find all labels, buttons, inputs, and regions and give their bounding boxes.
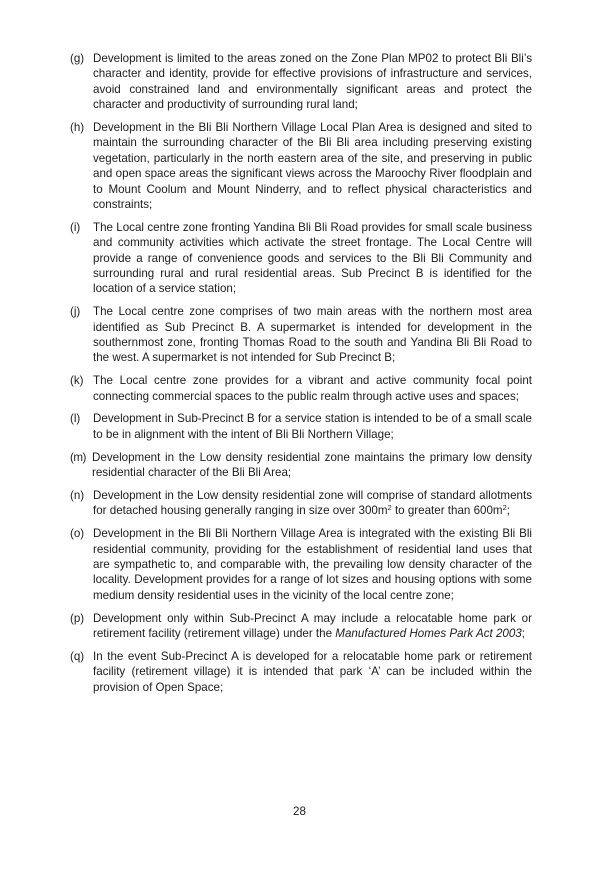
clause-h: [70, 120, 532, 212]
clause-number: (g): [70, 52, 85, 65]
clause-number: (j): [70, 305, 81, 319]
clause-l: [70, 411, 532, 442]
clause-k: [70, 373, 532, 404]
clause-text-part: Development in the Low density residential zone will comprise of standard allotments for detached housing generally ranging in size over 300m: [93, 488, 532, 518]
clause-number: (h): [70, 121, 85, 135]
clause-q: [70, 649, 532, 695]
clause-i: [70, 220, 532, 297]
clause-g: [70, 51, 532, 113]
clause-m: [70, 450, 532, 481]
clause-text-part: Development only within Sub-Precinct A may include a relocatable home park or retirement facility (retirement village) under the: [93, 611, 532, 640]
clause-text: In the event Sub-Precinct A is developed for a relocatable home park or retirement facility (retirement village) it is intended that park ‘A’ can be included within the provision of Open Space;: [93, 649, 532, 694]
clause-text-part: to greater than 600m: [391, 504, 503, 518]
clause-number: (k): [70, 374, 84, 388]
clause-text: Development in the Bli Bli Northern Village Local Plan Area is designed and sited to maintain the surrounding character of the Bli Bli area including preserving existing vegetation, particularly in the north eastern area of the site, and preserving in public and open space areas the significant views across the Maroochy River floodplain and to Mount Coolum and Mount Ninderry, and to reflect physical characteristics and constraints;: [93, 121, 532, 212]
clause-number: (p): [70, 611, 85, 625]
clause-text: Development in the Bli Bli Northern Village Area is integrated with the existing Bli Bli residential community, providing for the establishment of residential land uses that are sympathetic to, and comparable with, the prevailing low density character of the locality. Development provides for a range of lot sizes and housing options with some medium density residential uses in the vicinity of the local centre zone;: [93, 527, 532, 602]
clause-j: [70, 304, 532, 366]
clause-text: The Local centre zone comprises of two main areas with the northern most area identified as Sub Precinct B. A supermarket is intended for development in the southernmost zone, fronting Thomas Road to the south and Yandina Bli Bli Road to the west. A supermarket is not intended for Sub Precinct B;: [93, 305, 532, 365]
clause-o: [70, 526, 532, 603]
clause-text: Development is limited to the areas zoned on the Zone Plan MP02 to protect Bli Bli’s character and identity, provide for effective provisions of infrastructure and services, avoid constrained land and environmentally significant areas and protect the character and productivity of surrounding rural land;: [93, 52, 532, 112]
clause-n: [70, 488, 532, 519]
clause-p: [70, 611, 532, 642]
act-title: Manufactured Homes Park Act 2003: [335, 626, 522, 640]
clause-text-part: ;: [521, 626, 525, 640]
clause-number: (o): [70, 527, 85, 541]
superscript: 2: [387, 503, 392, 513]
clause-list: [70, 51, 532, 702]
page-number: 28: [293, 805, 306, 818]
clause-number: (q): [70, 649, 85, 663]
clause-text-part: ;: [506, 504, 510, 518]
clause-number: (n): [70, 488, 85, 502]
clause-text: The Local centre zone fronting Yandina Bli Bli Road provides for small scale business and community activities which activate the street frontage. The Local Centre will provide a range of convenience goods and services to the Bli Bli Community and surrounding rural and rural residential areas. Sub Precinct B is identified for the location of a service station;: [93, 220, 532, 296]
clause-number: (m): [70, 450, 86, 464]
clause-number: (l): [70, 412, 81, 426]
clause-text: Development in Sub-Precinct B for a service station is intended to be of a small scale to be in alignment with the intent of Bli Bli Northern Village;: [93, 412, 532, 441]
clause-text: [93, 611, 532, 642]
clause-text: [93, 488, 532, 519]
clause-text: The Local centre zone provides for a vibrant and active community focal point connecting commercial spaces to the public realm through active uses and spaces;: [93, 374, 532, 403]
clause-number: (i): [70, 220, 81, 234]
clause-text: Development in the Low density residential zone maintains the primary low density residential character of the Bli Bli Area;: [92, 450, 532, 480]
superscript: 2: [502, 503, 507, 513]
